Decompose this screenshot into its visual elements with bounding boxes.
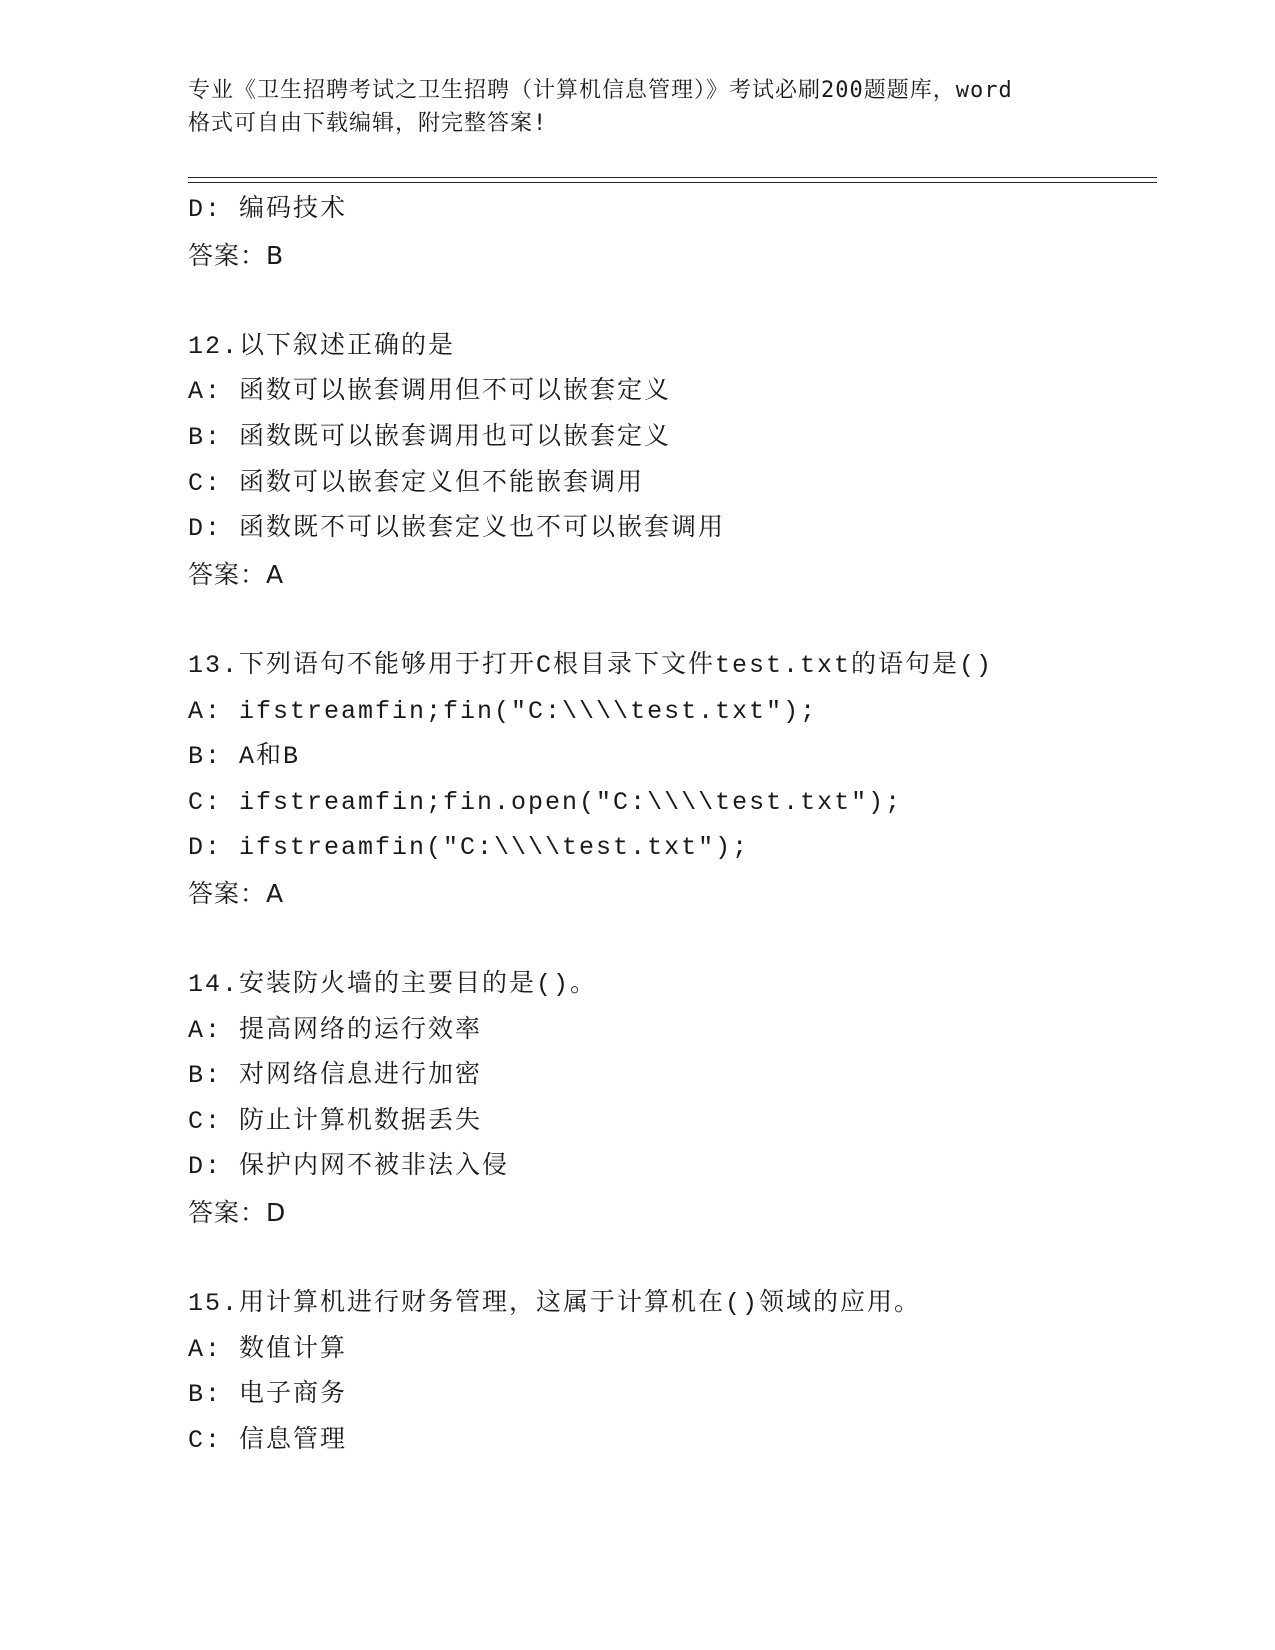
- spacer: [188, 597, 1157, 643]
- option-c: C: 函数可以嵌套定义但不能嵌套调用: [188, 468, 645, 498]
- option-d: D: 编码技术: [188, 195, 348, 224]
- question-block-14: [188, 962, 1157, 1236]
- header-line-1: 专业《卫生招聘考试之卫生招聘（计算机信息管理）》考试必刷200题题库，word: [188, 78, 1013, 103]
- option-b: B: 对网络信息进行加密: [188, 1061, 483, 1091]
- question-stem: 15.用计算机进行财务管理，这属于计算机在()领域的应用。: [188, 1289, 922, 1319]
- question-stem: 12.以下叙述正确的是: [188, 331, 456, 361]
- option-c: C: 防止计算机数据丢失: [188, 1106, 483, 1136]
- header-line-2: 格式可自由下载编辑，附完整答案!: [188, 111, 548, 136]
- option-d: D: ifstreamfin(″C:\\\\test.txt″);: [188, 833, 750, 863]
- question-block-15: [188, 1281, 1157, 1463]
- spacer: [188, 917, 1157, 963]
- question-stem: 13.下列语句不能够用于打开C根目录下文件test.txt的语句是(): [188, 650, 994, 680]
- option-a: A: 函数可以嵌套调用但不可以嵌套定义: [188, 377, 672, 407]
- option-b: B: A和B: [188, 742, 301, 772]
- option-c: C: 信息管理: [188, 1426, 348, 1456]
- option-c: C: ifstreamfin;fin.open(″C:\\\\test.txt″);: [188, 787, 903, 817]
- option-a: A: 提高网络的运行效率: [188, 1015, 483, 1045]
- header-divider-top: [188, 177, 1157, 178]
- question-block-13: [188, 643, 1157, 917]
- question-stem: 14.安装防火墙的主要目的是()。: [188, 970, 598, 1000]
- option-d: D: 函数既不可以嵌套定义也不可以嵌套调用: [188, 514, 726, 544]
- spacer: [188, 278, 1157, 324]
- option-b: B: 函数既可以嵌套调用也可以嵌套定义: [188, 422, 672, 452]
- document-header: [188, 74, 1088, 140]
- option-d: D: 保护内网不被非法入侵: [188, 1152, 510, 1182]
- option-b: B: 电子商务: [188, 1380, 348, 1410]
- answer-line: 答案：B: [188, 240, 285, 270]
- answer-line: 答案：D: [188, 1198, 287, 1228]
- answer-line: 答案：A: [188, 559, 285, 589]
- answer-line: 答案：A: [188, 878, 285, 908]
- question-block-12: [188, 324, 1157, 598]
- option-a: A: ifstreamfin;fin(″C:\\\\test.txt″);: [188, 696, 818, 726]
- option-a: A: 数值计算: [188, 1334, 348, 1364]
- question-list: [188, 187, 1157, 1464]
- spacer: [188, 1236, 1157, 1282]
- question-block-previous: [188, 187, 1157, 278]
- header-divider-bottom: [188, 182, 1157, 183]
